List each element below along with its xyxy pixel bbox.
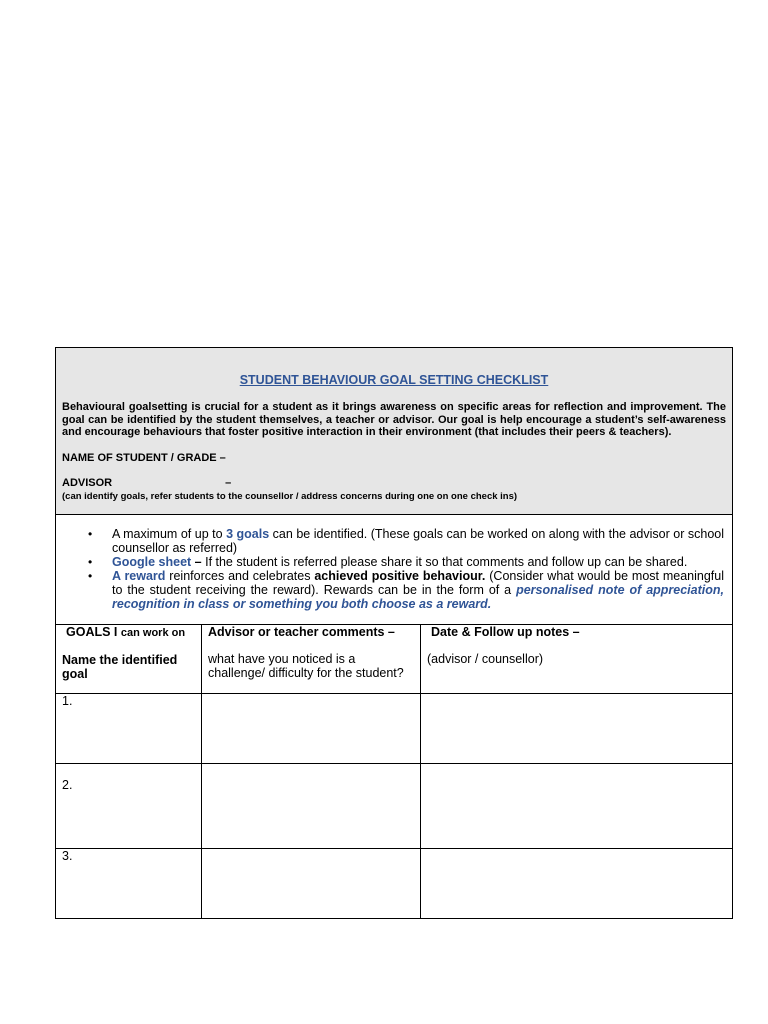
row-number: 1. bbox=[62, 694, 73, 709]
student-name-field: NAME OF STUDENT / GRADE – bbox=[62, 452, 226, 465]
goals-count-highlight: 3 goals bbox=[226, 527, 270, 542]
bullet-icon: • bbox=[88, 555, 93, 570]
google-sheet-highlight: Google sheet bbox=[112, 555, 192, 570]
goals-subheader: Name the identified goal bbox=[62, 653, 178, 682]
advisor-column-header: Advisor or teacher comments – what have you noticed is a challenge/ difficulty for the student? bbox=[202, 625, 421, 694]
goal-cell[interactable] bbox=[56, 764, 202, 849]
bullet-icon: • bbox=[88, 527, 93, 542]
advisor-comment-cell[interactable] bbox=[202, 694, 421, 764]
guideline-item: • A reward reinforces and celebrates achieved positive behaviour. (Consider what would be most meaningful to the student receiving the reward). Rewards can be in the form of a personalised note of appreciation, recognition in class or something you both choose as a reward. bbox=[88, 569, 725, 612]
reward-highlight: A reward bbox=[112, 569, 166, 584]
advisor-comment-cell[interactable] bbox=[202, 849, 421, 919]
advisor-label: ADVISOR bbox=[62, 477, 113, 490]
goals-column-header: GOALS I can work on Name the identified goal bbox=[56, 625, 202, 694]
guidelines-section bbox=[56, 515, 733, 625]
row-number: 2. bbox=[62, 778, 73, 793]
advisor-dash: – bbox=[225, 477, 232, 490]
followup-cell[interactable] bbox=[421, 694, 733, 764]
row-number: 3. bbox=[62, 849, 73, 864]
advisor-subheader: what have you noticed is a challenge/ difficulty for the student? bbox=[208, 652, 404, 681]
guideline-item: • A maximum of up to 3 goals can be identified. (These goals can be worked on along with the advisor or school counsellor as referred) bbox=[88, 527, 725, 556]
guideline-item: • Google sheet – If the student is referred please share it so that comments and follow up can be shared. bbox=[88, 555, 688, 570]
advisor-note: (can identify goals, refer students to the counsellor / address concerns during one on one check ins) bbox=[62, 491, 518, 503]
header-section bbox=[56, 348, 733, 515]
bullet-icon: • bbox=[88, 569, 93, 584]
goal-cell[interactable] bbox=[56, 849, 202, 919]
advisor-field bbox=[62, 477, 726, 489]
date-subheader: (advisor / counsellor) bbox=[427, 652, 544, 667]
checklist-title: STUDENT BEHAVIOUR GOAL SETTING CHECKLIST bbox=[239, 373, 549, 387]
followup-cell[interactable] bbox=[421, 764, 733, 849]
goal-cell[interactable] bbox=[56, 694, 202, 764]
goal-setting-table bbox=[55, 347, 733, 919]
guidelines-list bbox=[62, 527, 724, 611]
intro-paragraph: Behavioural goalsetting is crucial for a student as it brings awareness on specific areas for reflection and improvement. The goal can be identified by the student themselves, a teacher or advisor. Our goal is help encourage a student’s self-awareness and encourage behaviours that foster positive interaction in their environment (that includes their peers & teachers). bbox=[62, 401, 726, 439]
advisor-comment-cell[interactable] bbox=[202, 764, 421, 849]
date-column-header: Date & Follow up notes – (advisor / counsellor) bbox=[421, 625, 733, 694]
followup-cell[interactable] bbox=[421, 849, 733, 919]
